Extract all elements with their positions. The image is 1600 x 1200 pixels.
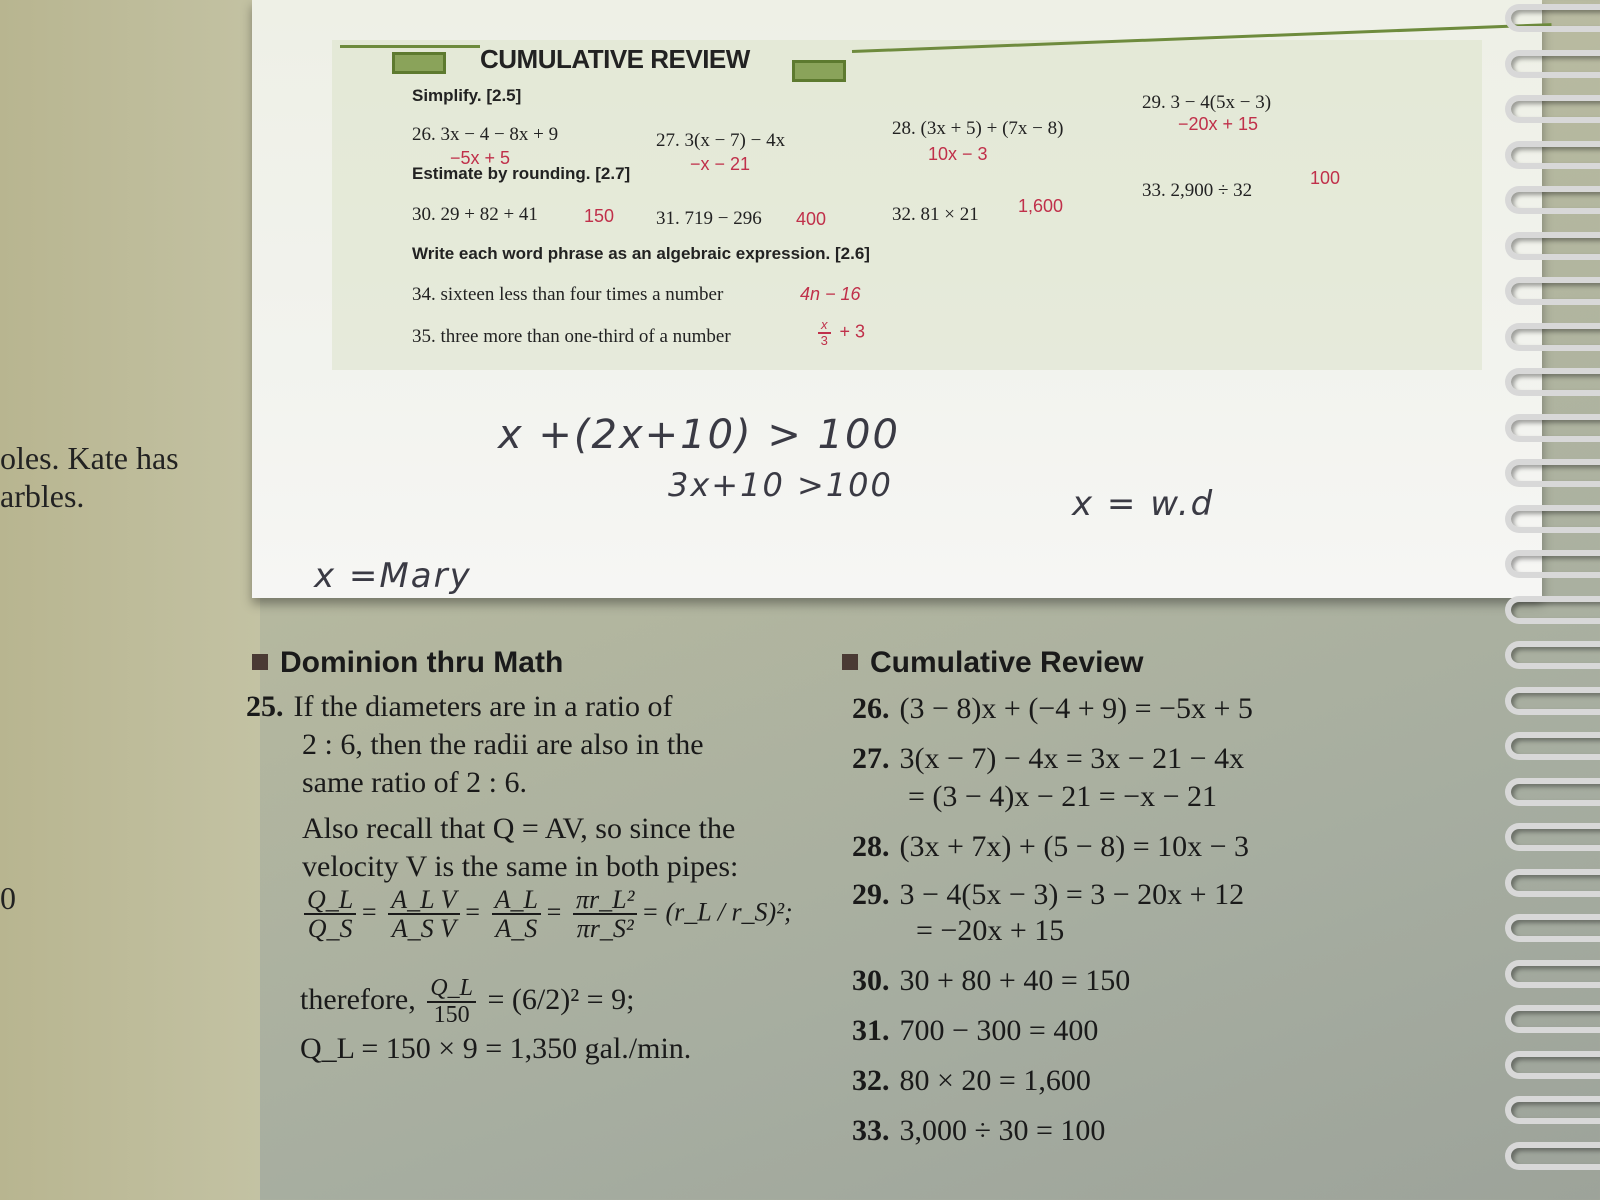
problem-34: 34. sixteen less than four times a number [412,284,724,305]
key-25-line5: velocity V is the same in both pipes: [302,850,739,883]
spiral-coil [1505,4,1600,32]
problem-28: 28. (3x + 5) + (7x − 8) [892,118,1064,139]
spiral-coil [1505,732,1600,760]
answer-35: $\frac{x}{3}$ + 3 [814,318,865,347]
key-25-line2: 2 : 6, then the radii are also in the [302,728,704,761]
answer-30: 150 [584,206,615,226]
spiral-coil [1505,50,1600,78]
spiral-coil [1505,687,1600,715]
key-30: 30. 30 + 80 + 40 = 150 [852,964,1131,997]
key-27: 27. 3(x − 7) − 4x = 3x − 21 − 4x [852,742,1245,775]
left-page-text-2: arbles. [0,478,85,514]
spiral-coil [1505,277,1600,305]
left-page-edge [0,0,260,1200]
handwritten-simplified: 3x+10 >100 [668,466,893,504]
spiral-coil [1505,778,1600,806]
spiral-coil [1505,914,1600,942]
spiral-coil [1505,1051,1600,1079]
simplify-label: Simplify. [2.5] [412,86,522,105]
problem-32: 32. 81 × 21 [892,204,979,225]
spiral-coil [1505,323,1600,351]
spiral-coil [1505,823,1600,851]
spiral-coil [1505,95,1600,123]
banner-tag-right-icon [792,60,846,82]
answer-34: 4n − 16 [800,284,861,304]
answer-31: 400 [796,209,827,229]
problem-29: 29. 3 − 4(5x − 3) [1142,92,1272,113]
left-page-digit: 0 [0,880,16,916]
key-31: 31. 700 − 300 = 400 [852,1014,1099,1047]
spiral-coil [1505,1096,1600,1124]
answer-26: −5x + 5 [450,148,511,168]
banner-line-left [340,45,480,48]
worksheet-heading: CUMULATIVE REVIEW [480,44,750,74]
square-bullet-icon [252,654,268,670]
dominion-heading: Dominion thru Math [252,646,563,680]
spiral-coil [1505,596,1600,624]
key-26: 26. (3 − 8)x + (−4 + 9) = −5x + 5 [852,692,1253,725]
cumulative-review-heading: Cumulative Review [842,646,1143,680]
problem-27: 27. 3(x − 7) − 4x [656,130,786,151]
answer-33: 100 [1310,168,1341,188]
problem-33: 33. 2,900 ÷ 32 [1142,180,1253,201]
handwritten-note-left: x =Mary [314,556,472,596]
key-29: 29. 3 − 4(5x − 3) = 3 − 20x + 12 [852,878,1245,911]
spiral-coil [1505,232,1600,260]
word-phrase-label: Write each word phrase as an algebraic expression. [2.6] [412,244,870,263]
problem-26: 26. 3x − 4 − 8x + 9 [412,124,559,145]
spiral-coil [1505,186,1600,214]
handwritten-note-right: x = w.d [1072,484,1215,524]
problem-31: 31. 719 − 296 [656,208,762,229]
problem-35: 35. three more than one-third of a number [412,326,731,347]
key-25-line4: Also recall that Q = AV, so since the [302,812,736,845]
key-27-cont: = (3 − 4)x − 21 = −x − 21 [908,780,1217,813]
answer-28: 10x − 3 [928,144,988,164]
spiral-coil [1505,141,1600,169]
spiral-coil [1505,960,1600,988]
key-25-final: Q_L = 150 × 9 = 1,350 gal./min. [300,1032,692,1065]
spiral-coil [1505,414,1600,442]
banner-tag-left-icon [392,52,446,74]
spiral-coil [1505,1142,1600,1170]
key-25-therefore: therefore, $\frac{Q\_L}{150}$ = (6/2)² = 9; [300,975,635,1029]
key-25-line3: same ratio of 2 : 6. [302,766,527,799]
key-28: 28. (3x + 7x) + (5 − 8) = 10x − 3 [852,830,1250,863]
spiral-coil [1505,459,1600,487]
left-page-text-1: oles. Kate has [0,440,179,476]
handwritten-inequality: x +(2x+10) > 100 [498,412,900,458]
worksheet-page [252,0,1542,598]
key-29-cont: = −20x + 15 [916,914,1065,947]
spiral-coil [1505,869,1600,897]
key-25-line1: 25. If the diameters are in a ratio of [246,690,673,723]
key-32: 32. 80 × 20 = 1,600 [852,1064,1091,1097]
spiral-coil [1505,641,1600,669]
spiral-coil [1505,505,1600,533]
estimate-label: Estimate by rounding. [2.7] [412,164,631,183]
answer-27: −x − 21 [690,154,751,174]
spiral-coil [1505,368,1600,396]
problem-30: 30. 29 + 82 + 41 [412,204,538,225]
spiral-coil [1505,1005,1600,1033]
key-33: 33. 3,000 ÷ 30 = 100 [852,1114,1106,1147]
answer-29: −20x + 15 [1178,114,1259,134]
square-bullet-icon [842,654,858,670]
key-25-formula: $\frac{Q\_L}{Q\_S}$ = $\frac{\text{A\_L V}}{\text{A\_S V}}$ = $\frac{A\_L}{A\_S}$ = $\frac{\text{πr\_L²}}{\text{πr\_S²}}$ = (r_L / r_S)²; [300,886,793,943]
spiral-coil [1505,550,1600,578]
answer-32: 1,600 [1018,196,1064,216]
